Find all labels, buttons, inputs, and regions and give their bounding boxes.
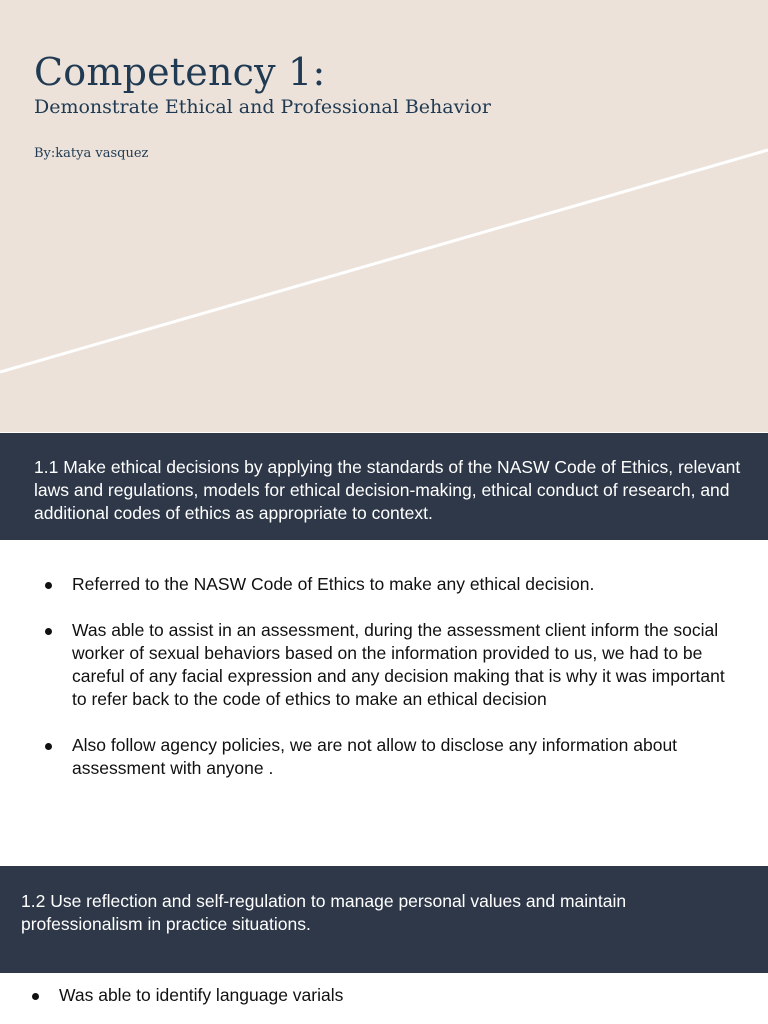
bullet-icon	[32, 993, 39, 1000]
list-item-text: Referred to the NASW Code of Ethics to make any ethical decision.	[72, 574, 595, 594]
page-subtitle: Demonstrate Ethical and Professional Behavior	[34, 96, 491, 118]
section-1-heading-band	[0, 433, 768, 540]
list-item-text: Was able to assist in an assessment, during the assessment client inform the social worker of sexual behaviors based on the information provided to us, we had to be careful of any facial expression and any decision making that is why it was important to refer back to the code of ethics to make an ethical decision	[72, 620, 725, 709]
section-1-bullet-list	[0, 573, 768, 803]
bullet-icon	[45, 743, 52, 750]
section-1-heading: 1.1 Make ethical decisions by applying the standards of the NASW Code of Ethics, relevant laws and regulations, models for ethical decision-making, ethical conduct of research, and additional codes of ethics as appropriate to context.	[34, 457, 741, 523]
list-item	[0, 619, 768, 711]
bullet-icon	[45, 582, 52, 589]
list-item	[0, 734, 768, 780]
bullet-icon	[45, 628, 52, 635]
title-slide	[0, 0, 768, 432]
list-item-text: Also follow agency policies, we are not allow to disclose any information about assessment with anyone .	[72, 735, 678, 778]
section-2-bullet-list	[0, 984, 768, 1024]
author-byline: By:katya vasquez	[34, 146, 149, 161]
list-item-text: Was able to identify language varials	[59, 985, 344, 1005]
list-item	[0, 984, 768, 1007]
section-2-heading: 1.2 Use reflection and self-regulation to manage personal values and maintain professionalism in practice situations.	[21, 891, 627, 934]
page-title: Competency 1:	[34, 50, 326, 94]
list-item	[0, 573, 768, 596]
section-2-heading-band	[0, 866, 768, 973]
